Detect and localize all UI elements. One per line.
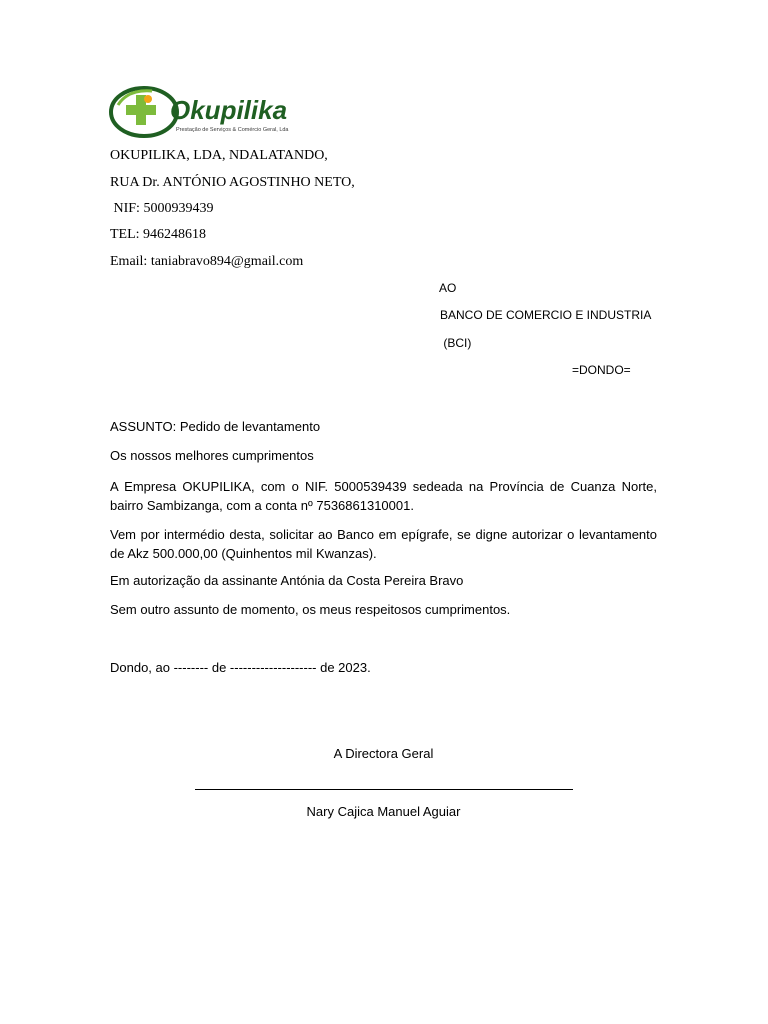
sender-tel: TEL: 946248618 [110, 227, 207, 242]
recipient-abbr: (BCI) [440, 336, 472, 350]
greeting: Os nossos melhores cumprimentos [110, 448, 314, 463]
subject-line: ASSUNTO: Pedido de levantamento [110, 419, 321, 434]
paragraph-3: Em autorização da assinante Antónia da Costa Pereira Bravo [110, 573, 464, 588]
svg-text:Okupilika: Okupilika [170, 95, 288, 125]
signature-name: Nary Cajica Manuel Aguiar [306, 804, 461, 819]
signature-title: A Directora Geral [333, 746, 434, 761]
signature-line [195, 789, 573, 790]
paragraph-2: Vem por intermédio desta, solicitar ao Banco em epígrafe, se digne autorizar o levantamento de Akz 500.000,00 (Quinhentos mil Kwanzas). [110, 527, 657, 561]
paragraph-4: Sem outro assunto de momento, os meus respeitosos cumprimentos. [110, 602, 511, 617]
svg-text:Prestação de Serviços & Comérc: Prestação de Serviços & Comércio Geral, Lda [176, 127, 289, 133]
recipient-to: AO [439, 281, 457, 295]
date-line: Dondo, ao -------- de -------------------- de 2023. [110, 660, 371, 675]
sender-line-1: OKUPILIKA, LDA, NDALATANDO, [110, 148, 328, 163]
recipient-city: =DONDO= [572, 363, 631, 377]
sender-email: Email: taniabravo894@gmail.com [110, 254, 304, 269]
sender-nif: NIF: 5000939439 [110, 201, 214, 216]
company-logo [108, 85, 313, 139]
recipient-bank: BANCO DE COMERCIO E INDUSTRIA [440, 308, 652, 322]
paragraph-1: A Empresa OKUPILIKA, com o NIF. 5000539439 sedeada na Província de Cuanza Norte, bairro Sambizanga, com a conta nº 7536861310001. [110, 479, 657, 513]
sender-line-2: RUA Dr. ANTÓNIO AGOSTINHO NETO, [110, 175, 355, 190]
